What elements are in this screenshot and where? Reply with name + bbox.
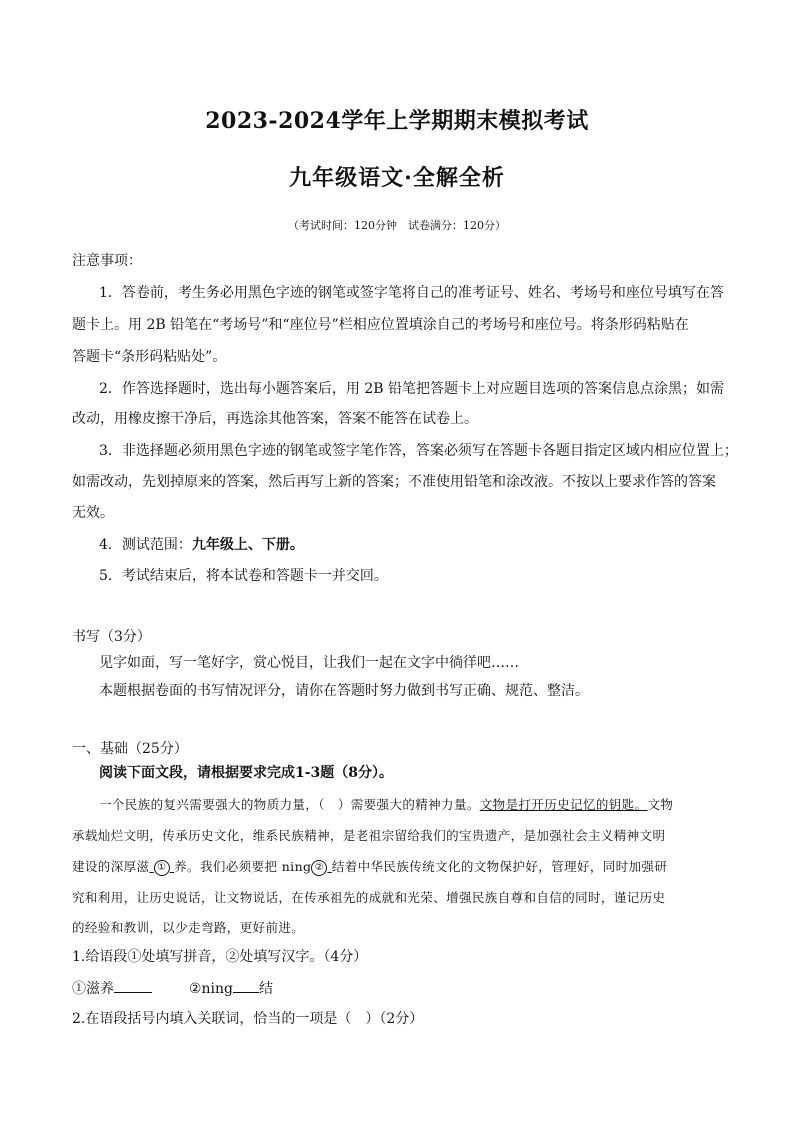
passage-blank-2 bbox=[311, 859, 331, 874]
notice-item-2-line-1: 2．作答选择题时，选出每小题答案后，用 2B 铅笔把答题卡上对应题目选项的答案信息点涂黑；如需 bbox=[99, 381, 725, 397]
notice-item-3-line-1: 3．非选择题必须用黑色字迹的钢笔或签字笔作答，答案必须写在答题卡各题目指定区域内相应位置上； bbox=[99, 443, 738, 459]
passage-blank-1 bbox=[149, 859, 174, 874]
passage-line-3-b: 养。我们必须要把 ning bbox=[174, 859, 312, 874]
passage-line-1-b: 文物 bbox=[647, 797, 674, 812]
passage-line-3-c: 结着中华民族传统文化的文物保护好，管理好，同时加强研 bbox=[331, 859, 668, 874]
passage-line-3 bbox=[72, 857, 667, 876]
answer-1-blank[interactable] bbox=[114, 980, 152, 993]
question-1: 1.给语段①处填写拼音，②处填写汉字。（4分） bbox=[72, 949, 368, 965]
writing-line-2: 本题根据卷面的书写情况评分，请你在答题时努力做到书写正确、规范、整洁。 bbox=[99, 683, 589, 699]
blank-marker-2: ② bbox=[311, 860, 327, 876]
passage-line-1 bbox=[99, 795, 673, 813]
notice-item-1-line-2: 题卡上。用 2B 铅笔在“考场号”和“座位号”栏相应位置填涂自己的考场号和座位号。将条形码粘贴在 bbox=[72, 317, 689, 333]
exam-title: 2023-2024学年上学期期末模拟考试 bbox=[205, 108, 589, 134]
notice-item-3-line-3: 无效。 bbox=[72, 505, 114, 521]
notice-item-1-line-3: 答题卡“条形码粘贴处”。 bbox=[72, 349, 227, 365]
exam-subtitle: 九年级语文·全解全析 bbox=[289, 165, 505, 191]
question-2: 2.在语段括号内填入关联词，恰当的一项是（ ）（2分） bbox=[72, 1011, 424, 1027]
notice-item-2-line-2: 改动，用橡皮擦干净后，再选涂其他答案，答案不能答在试卷上。 bbox=[72, 411, 478, 427]
answer-2-suffix: 结 bbox=[258, 981, 273, 997]
passage-underlined-sentence: 文物是打开历史记忆的钥匙。 bbox=[479, 797, 648, 812]
section-1-instruction: 阅读下面文段，请根据要求完成1-3题（8分）。 bbox=[99, 765, 394, 781]
notice-item-1-line-1: 1．答卷前，考生务必用黑色字迹的钢笔或签字笔将自己的准考证号、姓名、考场号和座位号填写在答 bbox=[99, 285, 724, 301]
passage-line-2: 承载灿烂文明，传承历史文化，维系民族精神，是老祖宗留给我们的宝贵遗产，是加强社会主义精神文明 bbox=[72, 828, 666, 843]
passage-line-5: 的经验和教训，以少走弯路，更好前进。 bbox=[72, 920, 305, 935]
exam-meta: （考试时间：120分钟 试卷满分：120分） bbox=[288, 219, 506, 232]
answer-1-label: ①滋养 bbox=[72, 981, 114, 997]
writing-heading: 书写（3分） bbox=[72, 629, 151, 645]
notice-item-4 bbox=[99, 534, 304, 554]
blank-marker-1: ① bbox=[154, 860, 170, 876]
notice-item-4-range: 九年级上、下册。 bbox=[191, 537, 304, 553]
passage-line-3-a: 建设的深厚滋 bbox=[72, 859, 150, 874]
passage-line-1-a: 一个民族的复兴需要强大的物质力量，（ ）需要强大的精神力量。 bbox=[99, 797, 480, 812]
answer-2-blank[interactable] bbox=[233, 980, 259, 993]
notice-label: 注意事项： bbox=[72, 253, 142, 269]
answer-2-label: ②ning bbox=[188, 981, 233, 997]
question-1-answer-line bbox=[72, 978, 273, 998]
notice-item-4-prefix: 4．测试范围： bbox=[99, 537, 192, 553]
notice-item-5: 5．考试结束后，将本试卷和答题卡一并交回。 bbox=[99, 568, 388, 584]
notice-item-3-line-2: 如需改动，先划掉原来的答案，然后再写上新的答案；不准使用铅笔和涂改液。不按以上要求作答的答案 bbox=[72, 474, 716, 490]
passage-line-4: 究和利用，让历史说话，让文物说话，在传承祖先的成就和光荣、增强民族自尊和自信的同时，谨记历史 bbox=[72, 890, 666, 905]
writing-line-1: 见字如面，写一笔好字，赏心悦目，让我们一起在文字中徜徉吧…… bbox=[99, 655, 519, 671]
section-1-heading: 一、基础（25分） bbox=[72, 741, 188, 757]
